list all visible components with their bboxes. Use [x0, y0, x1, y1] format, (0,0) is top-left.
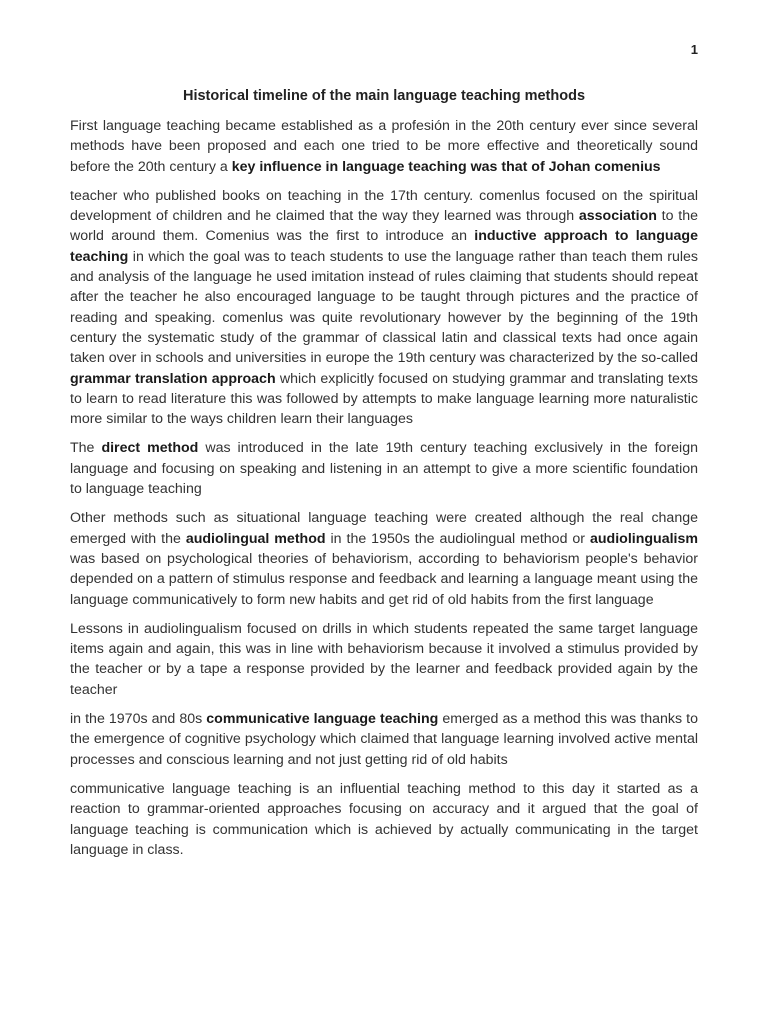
- bold-term: grammar translation approach: [70, 370, 276, 387]
- bold-term: inductive approach to language teaching: [70, 228, 698, 265]
- paragraph-clt-influence: [70, 779, 698, 860]
- document-title: Historical timeline of the main language teaching methods: [182, 88, 586, 104]
- text-run: Other methods such as situational language teaching were created although the real change emerged with the: [70, 510, 698, 547]
- bold-term: association: [578, 208, 657, 225]
- paragraph-audiolingual: [70, 508, 698, 609]
- paragraph-drills: [70, 619, 698, 700]
- paragraph-comenius: [70, 186, 698, 430]
- paragraph-communicative: [70, 709, 698, 770]
- bold-term: key influence in language teaching was that of Johan comenius: [231, 158, 661, 175]
- text-run: in the 1970s and 80s: [70, 711, 207, 728]
- text-run: was introduced in the late 19th century teaching exclusively in the foreign language and focusing on speaking and listening in an attempt to give a more scientific foundation to language teaching: [70, 440, 698, 498]
- text-run: The: [70, 440, 102, 457]
- paragraph-list: [70, 116, 698, 860]
- text-run: was based on psychological theories of behaviorism, according to behaviorism people's behavior depended on a pattern of stimulus response and feedback and learning a language meant using the language communicatively to form new habits and get rid of old habits from the first language: [70, 550, 698, 608]
- text-run: teacher who published books on teaching in the 17th century. comenlus focused on the spiritual development of children and he claimed that the way they learned was through: [70, 187, 698, 225]
- bold-term: audiolingual method: [185, 530, 326, 547]
- text-run: in which the goal was to teach students to use the language rather than teach them rules and analysis of the language he used imitation instead of rules claiming that students should repeat after the teacher he also encouraged language to be taught through pictures and the practice of reading and speaking. comenlus was quite revolutionary however by the beginning of the 19th century the systematic study of the grammar of classical latin and classical texts had once again taken over in schools and universities in europe the 19th century was characterized by the so-called: [70, 248, 698, 367]
- text-run: to the world around them. Comenius was the first to introduce an: [70, 208, 698, 245]
- text-run: Lessons in audiolingualism focused on drills in which students repeated the same target language items again and again, this was in line with behaviorism because it involved a stimulus provided by the teacher or by a tape a response provided by the learner and feedback provided again by the teacher: [70, 620, 698, 698]
- text-run: communicative language teaching is an influential teaching method to this day it started as a reaction to grammar-oriented approaches focusing on accuracy and it argued that the goal of language teaching is communication which is achieved by actually communicating in the target language in class.: [70, 780, 698, 858]
- text-run: emerged as a method this was thanks to the emergence of cognitive psychology which claimed that language learning involved active mental processes and conscious learning and not just getting rid of old habits: [70, 711, 698, 768]
- bold-term: direct method: [101, 440, 199, 457]
- bold-term: audiolingualism: [590, 530, 698, 547]
- page-number: 1: [690, 42, 698, 57]
- text-run: which explicitly focused on studying grammar and translating texts to learn to read literature this was followed by attempts to make language learning more naturalistic more similar to the ways children learn their languages: [70, 370, 698, 428]
- paragraph-intro: [70, 116, 698, 177]
- text-run: in the 1950s the audiolingual method or: [325, 530, 590, 547]
- document-body: [70, 86, 698, 869]
- bold-term: communicative language teaching: [206, 711, 439, 728]
- text-run: First language teaching became established as a profesión in the 20th century ever since several methods have been proposed and each one tried to be more effective and theoretically sound before the 20th century a: [70, 118, 698, 175]
- paragraph-direct-method: [70, 438, 698, 499]
